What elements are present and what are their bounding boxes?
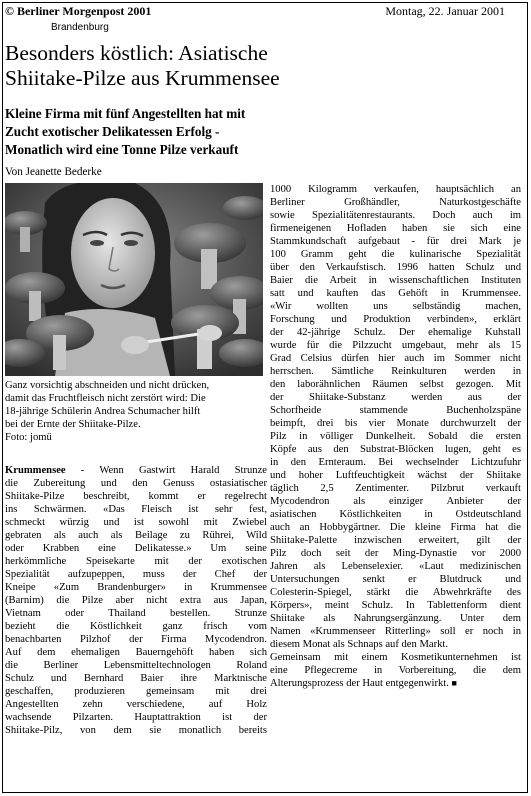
headline-line: Shiitake-Pilze aus Krummensee [5,66,280,90]
article-line: 1000 Kilogramm verkaufen, hauptsächlich an [270,184,521,195]
article-photo [5,183,263,376]
article-line: herkömmliche Speisekarte mit der exotischen [5,556,267,567]
article-line: geschaffen, produzieren gemeinsam mit drei [5,686,267,697]
article-line: bezieht die Köstlichkeit ganz frisch vom [5,621,267,632]
masthead [5,4,525,18]
caption-line: Ganz vorsichtig abschneiden und nicht drücken, [5,380,210,391]
article-line: Pilz in völliger Dunkelheit. Sobald die ersten [270,431,521,442]
article-line: Schorfheide stammende Buchenholzspäne [270,405,521,416]
caption-line: damit das Fruchtfleisch nicht zerstört wird: Die [5,393,206,404]
article-line: Schulz und Bernhard Baier ihre Marktnische [5,673,267,684]
section-label: Brandenburg [51,22,109,33]
subheadline-line: Zucht exotischer Delikatessen Erfolg - [5,124,220,139]
article-line: gebraten als auch als Beilage zu Rührei, Wild [5,530,267,541]
caption-line: 18-jährige Schülerin Andrea Schumacher hilft [5,406,201,417]
article-line: Namen «Krummenseer Ritterling» soll er noch in [270,626,521,637]
article-line: Baier die Arbeit in wissenschaftlichen Instituten [270,275,521,286]
article-line: Spezialität aufzupeppen, muss der Chef der [5,569,267,580]
end-of-article-mark: ■ [451,678,457,688]
article-line: Colesterin-Spiegel, stärkt die Abwehrkräfte des [270,587,521,598]
article-line-text: - Wenn Gastwirt Harald Strunze [65,465,267,476]
photo-illustration [5,183,263,376]
article-line: Shiitake-Pilz, von dem sie monatlich bereits [5,725,267,736]
headline [5,41,525,91]
article-line: über den Verkaufstisch. 1996 hatten Schulz und [270,262,521,273]
article-line: diesem Monat als Schnaps auf den Markt. [270,639,448,650]
article-line-text: Alterungsprozess der Haut entgegenwirkt. [270,678,449,689]
article-line: die Zubereitung und den Genuss ostasiatischer [5,478,267,489]
article-line: Gemeinsam mit einem Kosmetikunternehmen ist [270,652,521,663]
article-line: wurde für die Pilzzucht umgebaut, mehr als 15 [270,340,521,351]
article-line: ins Schwärmen. «Das Fleisch ist sehr fest, [5,504,267,515]
article-line: 100 Gramm geht die kulinarische Spezialität [270,249,521,260]
article-line: benachbarten Pilzhof der Firma Mycodendron. [5,634,267,645]
article-line: in den Ernteraum. Bei wechselnder Lichtzufuhr [270,457,521,468]
article-line: den laborähnlichen Räumen selbst gezogen. Mit [270,379,521,390]
article-line: wachsende Pilzarten. Hauptattraktion ist der [5,712,267,723]
article-line: oder Krabben eine Delikatesse.» Um seine [5,543,267,554]
article-line: (Barnim) die Pilze aber nicht extra aus Japan, [5,595,267,606]
article-line: Pilz doch seit der Ming-Dynastie vor 2000 [270,548,521,559]
article-line: sowie Spezialitätenrestaurants. Doch auch im [270,210,521,221]
byline: Von Jeanette Bederke [5,166,102,178]
article-line: auch an Hobbygärtner. Die kleine Firma hat die [270,522,521,533]
article-line: Jahren als Lebenselexier. «Laut medizinischen [270,561,521,572]
dateline: Krummensee [5,465,66,476]
subheadline [5,105,525,159]
article-line: die Berliner Lebensmitteltechnologen Roland [5,660,267,671]
article-line: Shiitake als Nahrungsergänzung. Unter dem [270,613,521,624]
article-line: der Shiitake-Substanz werden aus der [270,392,521,403]
article-line: Grad Celsius dürfen hier auch im Sommer nicht [270,353,521,364]
photo-caption [5,379,263,444]
article-line: Kneipe «Zum Brandenburger» in Krummensee [5,582,267,593]
article-line: satt und kauften das Gehöft in Krummensee. [270,288,521,299]
article-line: asiatischen Köstlichkeiten in Ostdeutschland [270,509,521,520]
article-line: Forschung und Produktion verbinden», erklärt [270,314,521,325]
article-line: schmeckt würzig und ist sowohl mit Zwiebel [5,517,267,528]
article-line: und hoher Luftfeuchtigkeit wächst der Shiitake [270,470,521,481]
article-line: Berliner Großhändler, Naturkostgeschäfte [270,197,521,208]
article-line: Auf dem ehemaligen Bauerngehöft haben sich [5,647,267,658]
copyright-notice: © Berliner Morgenpost 2001 [5,4,152,18]
article-line: Körpers», meint Schulz. In Tablettenform dient [270,600,521,611]
article-line: herrschen. Sämtliche Reinkulturen werden in [270,366,521,377]
article-line: «Wir wollten uns selbständig machen, [270,301,521,312]
article-line [5,464,267,477]
article-line: täglich 2,5 Zentimenter. Pilzbrut verkauft [270,483,521,494]
article-line: Mycodendron als einziger Anbieter der [270,496,521,507]
article-line: Shiitake-Pilze beschreibt, kommt er regelrecht [5,491,267,502]
article-line: Stammkundschaft aufgebaut - für drei Mark je [270,236,521,247]
article-line: Untersuchungen senkt er Blutdruck und [270,574,521,585]
article-line: Angestellten zehn verschiedene, auf Holz [5,699,267,710]
caption-line: bei der Ernte der Shiitake-Pilze. [5,419,141,430]
article-line: Vietnam oder Thailand bestellen. Strunze [5,608,267,619]
headline-line: Besonders köstlich: Asiatische [5,41,268,65]
subheadline-line: Monatlich wird eine Tonne Pilze verkauft [5,142,239,157]
article-line: Köpfe aus den Substrat-Blöcken lugen, geht es [270,444,521,455]
article-line [270,677,521,690]
subheadline-line: Kleine Firma mit fünf Angestellten hat mit [5,106,246,121]
article-column-left [5,464,267,737]
article-line: eine Pflegecreme in Vorbereitung, die dem [270,665,521,676]
article-line: Shiitake-Palette inzwischen erweitert, gilt der [270,535,521,546]
article-column-right [270,183,521,690]
photo-credit: Foto: jomü [5,432,52,443]
article-line: beimpft, drei bis vier Monate durchwurzelt der [270,418,521,429]
article-line: der 42-jährige Schulz. Der ehemalige Kuhstall [270,327,521,338]
article-line: firmeneigenen Hofladen haben sie sich eine [270,223,521,234]
publication-date: Montag, 22. Januar 2001 [385,4,505,18]
